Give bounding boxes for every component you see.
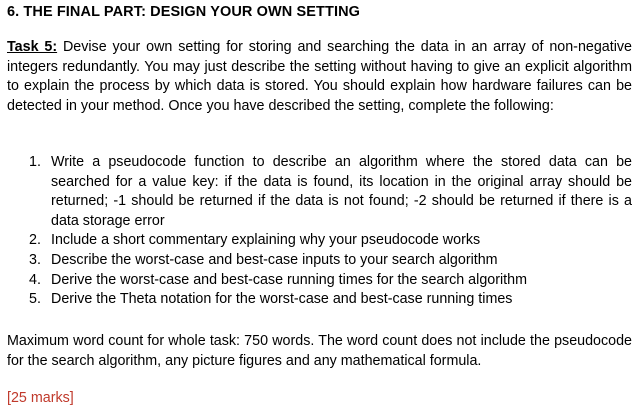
list-item-number: 2. (29, 232, 41, 249)
list-item (0, 153, 632, 231)
requirements-list (0, 153, 632, 310)
section-heading: 6. THE FINAL PART: DESIGN YOUR OWN SETTING (7, 4, 361, 20)
task-description (7, 38, 632, 116)
task-text: Devise your own setting for storing and searching the data in an array of non-negative integers redundantly. You may just describe the setting without having to give an explicit algorithm to explain the process by which data is stored. You should explain how hardware failures can be detected in your method. Once you have described the setting, complete the following: (7, 39, 632, 114)
list-item (0, 290, 632, 310)
task-label: Task 5: (7, 39, 58, 55)
list-item-number: 5. (29, 291, 41, 308)
list-item-text: Describe the worst-case and best-case inputs to your search algorithm (51, 251, 498, 268)
list-item (0, 231, 632, 251)
list-item (0, 251, 632, 271)
list-item (0, 271, 632, 291)
list-item-text: Derive the Theta notation for the worst-case and best-case running times (51, 291, 513, 308)
word-count-note: Maximum word count for whole task: 750 words. The word count does not include the pseudocode for the search algorithm, any picture figures and any mathematical formula. (7, 333, 632, 369)
list-item-text: Include a short commentary explaining why your pseudocode works (51, 232, 481, 249)
list-item-number: 4. (29, 271, 41, 288)
list-item-text: Derive the worst-case and best-case running times for the search algorithm (51, 271, 527, 288)
marks-label: [25 marks] (7, 390, 74, 406)
list-item-number: 3. (29, 251, 41, 268)
list-item-text: Write a pseudocode function to describe an algorithm where the stored data can be searched for a value key: if the data is found, its location in the original array should be returned; -1 should be returned if the data is not found; -2 should be returned if there is a data storage error (51, 154, 632, 229)
list-item-number: 1. (29, 154, 41, 170)
